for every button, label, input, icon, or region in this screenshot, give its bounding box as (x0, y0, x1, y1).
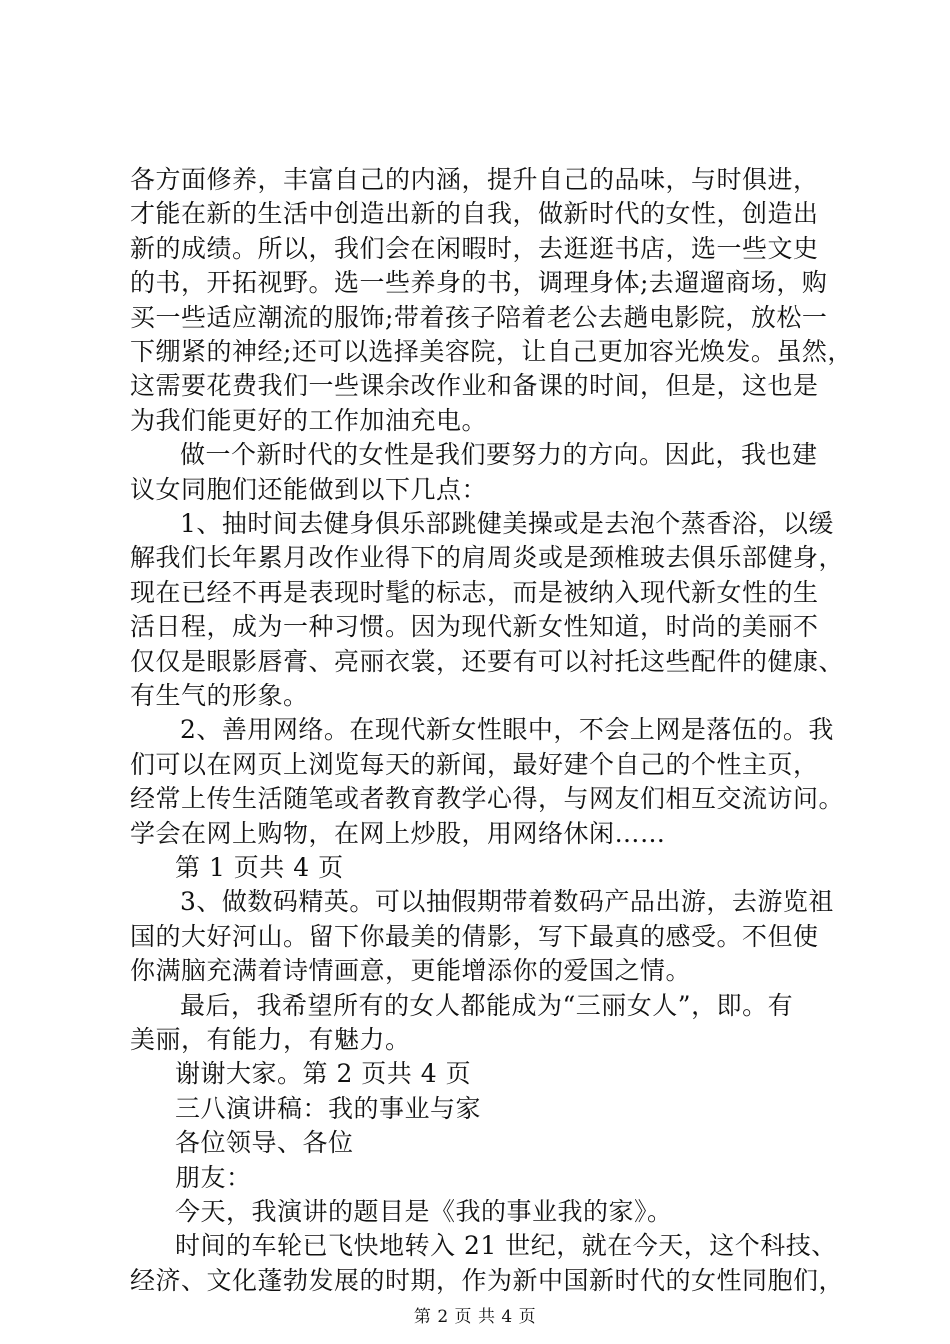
text-line: 才能在新的生活中创造出新的自我，做新时代的女性，创造出 (130, 199, 819, 229)
text-line: 为我们能更好的工作加油充电。 (130, 405, 488, 435)
text-line: 们可以在网页上浏览每天的新闻，最好建个自己的个性主页， (130, 749, 819, 779)
list-item-2: 2、善用网络。在现代新女性眼中，不会上网是落伍的。我 (180, 715, 834, 745)
text-line: 美丽，有能力，有魅力。 (130, 1025, 411, 1054)
inline-page-marker: 第 1 页共 4 页 (175, 853, 344, 882)
text-line: 你满脑充满着诗情画意，更能增添你的爱国之情。 (130, 956, 692, 986)
text-line: 学会在网上购物，在网上炒股，用网络休闲…… (130, 818, 666, 848)
salutation: 朋友： (175, 1162, 252, 1192)
page-footer: 第 2 页 共 4 页 (413, 1307, 537, 1327)
text-line: 新的成绩。所以，我们会在闲暇时，去逛逛书店，选一些文史 (130, 233, 819, 263)
list-item-3: 3、做数码精英。可以抽假期带着数码产品出游，去游览祖 (180, 887, 834, 917)
text-line: 谢谢大家。第 2 页共 4 页 (175, 1059, 472, 1089)
text-line: 活日程，成为一种习惯。因为现代新女性知道，时尚的美丽不 (130, 612, 819, 642)
text-line: 买一些适应潮流的服饰;带着孩子陪着老公去趟电影院，放松一 (130, 302, 828, 332)
text-line: 这需要花费我们一些课余改作业和备课的时间，但是，这也是 (130, 371, 819, 401)
text-line: 议女同胞们还能做到以下几点： (130, 474, 488, 504)
salutation: 各位领导、各位 (175, 1128, 354, 1158)
text-line: 时间的车轮已飞快地转入 21 世纪，就在今天，这个科技、 (175, 1231, 837, 1261)
text-line: 现在已经不再是表现时髦的标志，而是被纳入现代新女性的生 (130, 577, 819, 607)
text-line: 有生气的形象。 (130, 681, 309, 710)
text-line: 经济、文化蓬勃发展的时期，作为新中国新时代的女性同胞们， (130, 1265, 845, 1295)
text-line: 国的大好河山。留下你最美的倩影，写下最真的感受。不但使 (130, 921, 819, 951)
text-line: 下绷紧的神经;还可以选择美容院，让自己更加容光焕发。虽然， (130, 337, 853, 366)
text-line: 做一个新时代的女性是我们要努力的方向。因此，我也建 (180, 440, 818, 470)
text-line: 仅仅是眼影唇膏、亮丽衣裳，还要有可以衬托这些配件的健康、 (130, 646, 845, 676)
text-line: 经常上传生活随笔或者教育教学心得，与网友们相互交流访问。 (130, 784, 845, 814)
text-line: 解我们长年累月改作业得下的肩周炎或是颈椎玻去俱乐部健身， (130, 543, 845, 573)
list-item-1: 1、抽时间去健身俱乐部跳健美操或是去泡个蒸香浴，以缓 (180, 509, 834, 538)
speech-title: 三八演讲稿：我的事业与家 (175, 1093, 482, 1123)
text-line: 最后，我希望所有的女人都能成为“三丽女人”，即。有 (180, 990, 794, 1020)
text-line: 各方面修养，丰富自己的内涵，提升自己的品味，与时俱进， (130, 165, 819, 194)
text-line: 的书，开拓视野。选一些养身的书，调理身体;去遛遛商场，购 (130, 268, 828, 298)
text-line: 今天，我演讲的题目是《我的事业我的家》。 (175, 1197, 673, 1226)
